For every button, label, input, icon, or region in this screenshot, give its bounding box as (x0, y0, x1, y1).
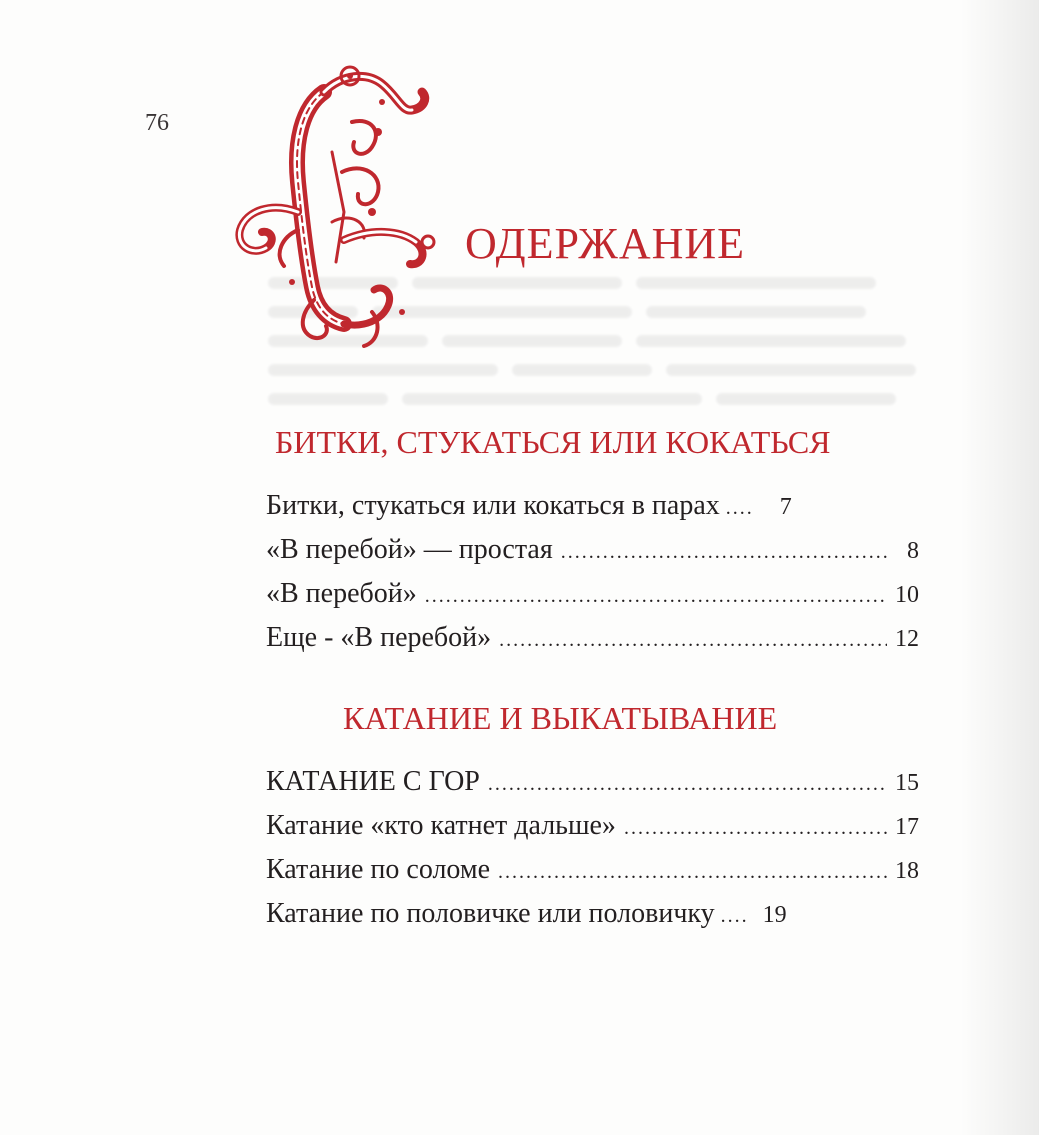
section-heading-bitki: БИТКИ, СТУКАТЬСЯ ИЛИ КОКАТЬСЯ (275, 424, 831, 460)
toc-entry-page: 17 (895, 814, 919, 840)
toc-entry-title: «В перебой» — простая (266, 534, 553, 565)
dot-leader (721, 894, 747, 938)
toc-entry-page: 15 (895, 770, 919, 796)
dot-leader (499, 618, 887, 662)
toc-entry[interactable] (266, 484, 919, 528)
toc-entry-page: 12 (895, 626, 919, 652)
dot-leader (488, 762, 887, 806)
toc-list-katanie (266, 760, 919, 936)
page-number: 76 (145, 110, 169, 136)
toc-entry[interactable] (266, 848, 919, 892)
toc-entry-title: Битки, стукаться или кокаться в парах (266, 490, 720, 521)
dot-leader (726, 486, 752, 530)
toc-entry-title: Еще - «В перебой» (266, 622, 492, 653)
toc-entry-title: КАТАНИЕ С ГОР (266, 766, 480, 797)
toc-entry[interactable] (266, 528, 919, 572)
dot-leader (624, 806, 887, 850)
toc-entry-title: «В перебой» (266, 578, 417, 609)
dot-leader (561, 530, 887, 574)
toc-entry[interactable] (266, 616, 919, 660)
toc-entry-page: 7 (779, 494, 792, 520)
toc-entry-title: Катание «кто катнет дальше» (266, 810, 616, 841)
ornamental-drop-cap-icon (232, 62, 442, 352)
toc-entry-title: Катание по половичке или половичку (266, 898, 715, 929)
page-title: ОДЕРЖАНИЕ (465, 219, 746, 268)
toc-entry[interactable] (266, 760, 919, 804)
toc-entry[interactable] (266, 892, 919, 936)
toc-entry-page: 19 (762, 902, 787, 928)
toc-entry-title: Катание по соломе (266, 854, 491, 885)
toc-list-bitki (266, 484, 919, 660)
section-heading-katanie: КАТАНИЕ И ВЫКАТЫВАНИЕ (343, 700, 778, 736)
toc-entry[interactable] (266, 804, 919, 848)
toc-entry-page: 8 (907, 538, 919, 564)
toc-entry-page: 18 (895, 858, 919, 884)
dot-leader (498, 850, 887, 894)
toc-entry-page: 10 (895, 582, 919, 608)
dot-leader (425, 574, 887, 618)
toc-entry[interactable] (266, 572, 919, 616)
